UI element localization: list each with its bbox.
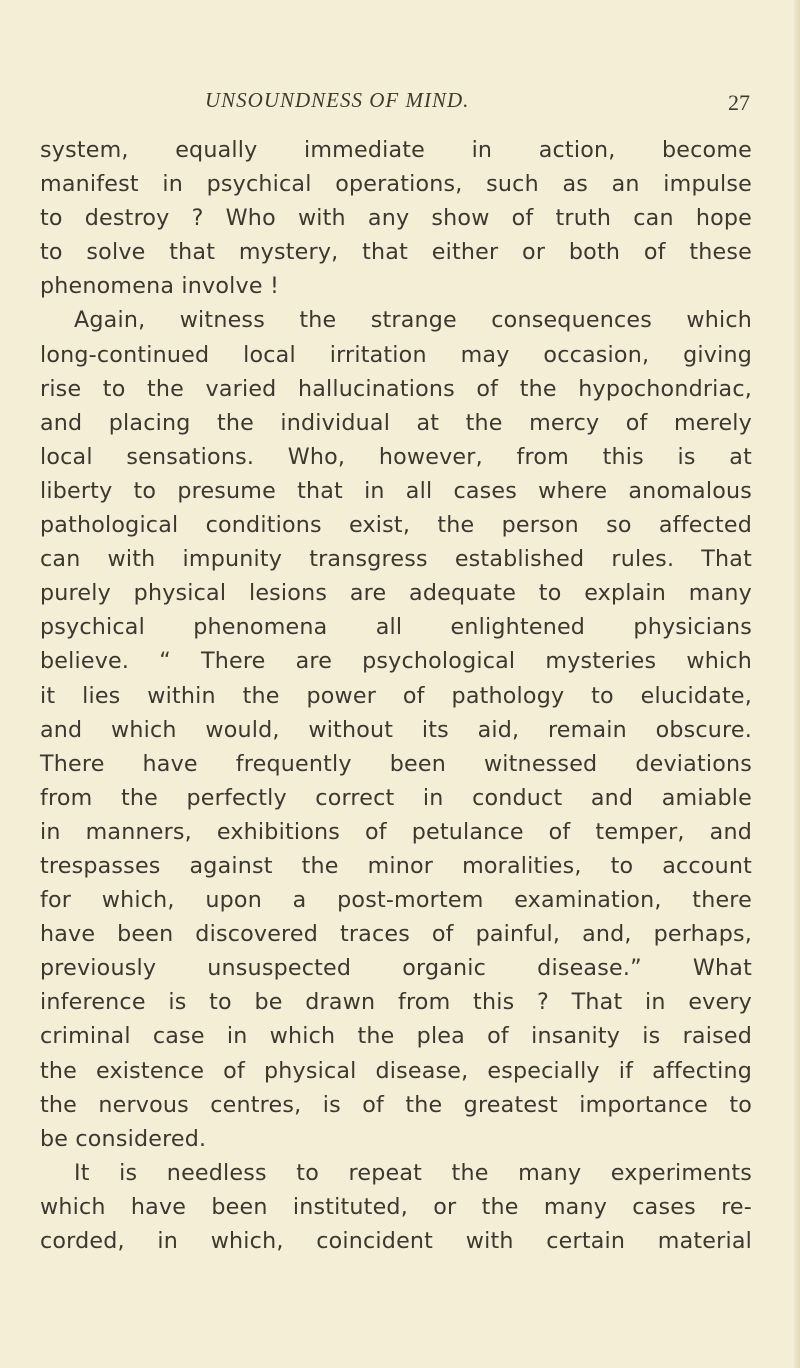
text-line: and which would, without its aid, remain obscure. xyxy=(40,716,752,743)
text-line: to destroy ? Who with any show of truth can hope xyxy=(40,205,752,232)
text-line: trespasses against the minor moralities, to account xyxy=(40,852,752,879)
text-line: it lies within the power of pathology to elucidate, xyxy=(40,682,752,709)
text-line: in manners, exhibitions of petulance of temper, and xyxy=(40,818,752,845)
body-text xyxy=(40,133,752,1258)
text-line: psychical phenomena all enlightened physicians xyxy=(40,614,752,641)
text-line: which have been instituted, or the many cases re- xyxy=(40,1193,752,1220)
text-line: phenomena involve ! xyxy=(40,273,280,300)
text-line: system, equally immediate in action, become xyxy=(40,137,752,163)
text-line: pathological conditions exist, the person so affected xyxy=(40,512,752,539)
page-number: 27 xyxy=(728,90,750,115)
text-line: There have frequently been witnessed deviations xyxy=(40,750,752,777)
running-title: UNSOUNDNESS OF MIND. xyxy=(205,88,470,112)
text-line: It is needless to repeat the many experiments xyxy=(74,1159,752,1186)
page-edge xyxy=(794,0,800,1368)
text-line: from the perfectly correct in conduct and amiable xyxy=(40,784,752,811)
text-line: for which, upon a post-mortem examination, there xyxy=(40,887,752,914)
text-line: manifest in psychical operations, such as an impulse xyxy=(40,171,752,198)
text-line: have been discovered traces of painful, and, perhaps, xyxy=(40,921,752,948)
text-line: the existence of physical disease, especially if affecting xyxy=(40,1057,752,1084)
text-line: previously unsuspected organic disease.” What xyxy=(40,955,752,982)
text-line: rise to the varied hallucinations of the hypochondriac, xyxy=(40,375,752,402)
text-line: corded, in which, coincident with certain material xyxy=(40,1228,752,1254)
text-line: and placing the individual at the mercy of merely xyxy=(40,409,752,436)
text-line: believe. “ There are psychological mysteries which xyxy=(40,648,752,675)
text-line: Again, witness the strange consequences which xyxy=(74,307,752,334)
running-head xyxy=(40,88,750,118)
text-line: can with impunity transgress established rules. That xyxy=(40,546,752,573)
text-line: be considered. xyxy=(40,1125,207,1152)
text-line: purely physical lesions are adequate to explain many xyxy=(40,580,752,607)
text-line: long-continued local irritation may occasion, giving xyxy=(40,341,752,368)
text-line: the nervous centres, is of the greatest importance to xyxy=(40,1091,752,1118)
text-line: inference is to be drawn from this ? That in every xyxy=(40,989,752,1016)
text-line: to solve that mystery, that either or both of these xyxy=(40,239,752,266)
text-line: criminal case in which the plea of insanity is raised xyxy=(40,1023,752,1050)
text-line: liberty to presume that in all cases where anomalous xyxy=(40,477,752,504)
text-line: local sensations. Who, however, from this is at xyxy=(40,443,752,470)
